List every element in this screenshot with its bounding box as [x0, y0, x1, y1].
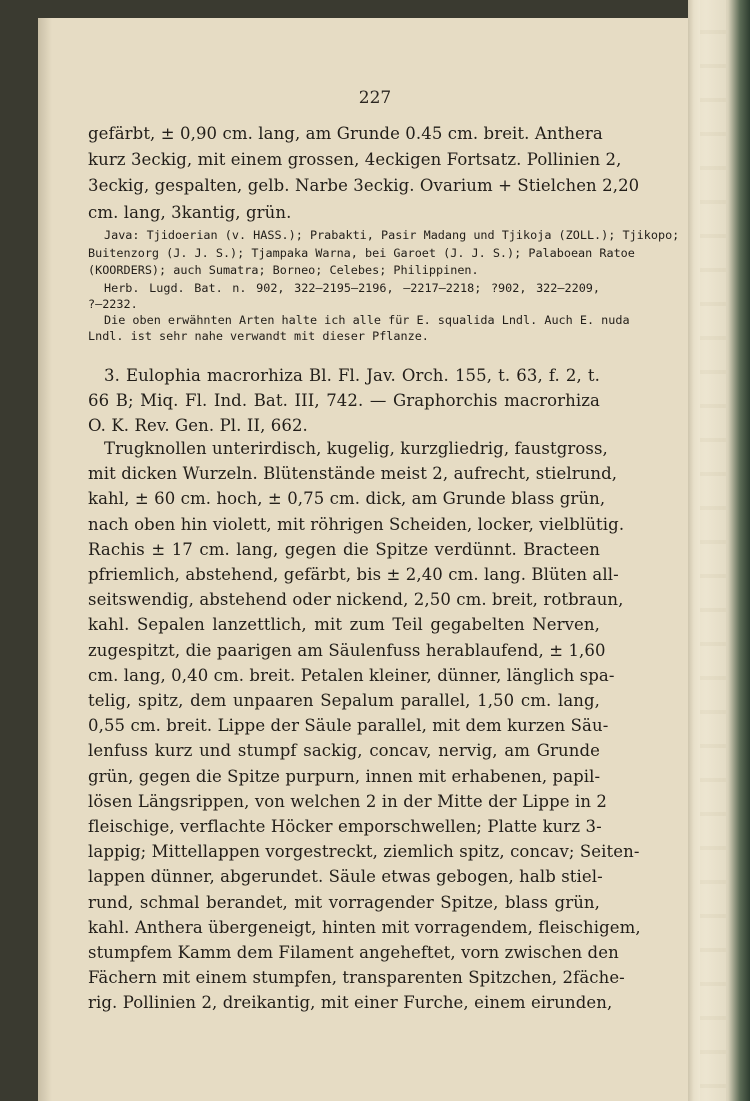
notes-line: Die oben erwähnten Arten halte ich alle für E. squalida Lndl. Auch E. nuda [104, 313, 630, 327]
para1-line: cm. lang, 3kantig, grün. [88, 203, 292, 222]
para2-line: kahl. Anthera übergeneigt, hinten mit vorragendem, fleischigem, [88, 917, 641, 937]
para2-line: lappen dünner, abgerundet. Säule etwas gebogen, halb stiel- [88, 867, 603, 887]
para2-line: nach oben hin violett, mit röhrigen Scheiden, locker, vielblütig. [88, 514, 625, 534]
para2-line: cm. lang, 0,40 cm. breit. Petalen kleiner, dünner, länglich spa- [88, 665, 615, 685]
page-number: 227 [358, 88, 392, 108]
para2-line: mit dicken Wurzeln. Blütenstände meist 2, aufrecht, stielrund, [88, 464, 618, 484]
para2-line: rig. Pollinien 2, dreikantig, mit einer Furche, einem eirunden, [88, 993, 613, 1013]
para2-line: zugespitzt, die paarigen am Säulenfuss herablaufend, ± 1,60 [88, 640, 606, 660]
para2-line: lappig; Mittellappen vorgestreckt, ziemlich spitz, concav; Seiten- [88, 842, 640, 862]
para2-line: 0,55 cm. breit. Lippe der Säule parallel, mit dem kurzen Säu- [88, 716, 609, 736]
notes-line: (KOORDERS); auch Sumatra; Borneo; Celebes; Philippinen. [88, 263, 479, 277]
notes-line: Herb. Lugd. Bat. n. 902, 322–2195–2196, –2217–2218; ?902, 322–2209, [104, 281, 600, 295]
para1-line: kurz 3eckig, mit einem grossen, 4eckigen Fortsatz. Pollinien 2, [88, 150, 622, 169]
para2-line: Fächern mit einem stumpfen, transparenten Spitzchen, 2fäche- [88, 968, 625, 988]
para2-line: lenfuss kurz und stumpf sackig, concav, nervig, am Grunde [88, 741, 600, 761]
para2-line: pfriemlich, abstehend, gefärbt, bis ± 2,40 cm. lang. Blüten all- [88, 565, 619, 584]
notes-line: Buitenzorg (J. J. S.); Tjampaka Warna, bei Garoet (J. J. S.); Palaboean Ratoe [88, 246, 635, 260]
para2-line: stumpfem Kamm dem Filament angeheftet, vorn zwischen den [88, 943, 619, 962]
species_heading-line: O. K. Rev. Gen. Pl. II, 662. [88, 416, 308, 435]
para2-line: telig, spitz, dem unpaaren Sepalum parallel, 1,50 cm. lang, [88, 691, 600, 710]
para2-line: grün, gegen die Spitze purpurn, innen mit erhabenen, papil- [88, 766, 601, 786]
species_heading-line: 66 B; Miq. Fl. Ind. Bat. III, 742. — Graphorchis macrorhiza [88, 391, 600, 410]
para1-line: 3eckig, gespalten, gelb. Narbe 3eckig. Ovarium + Stielchen 2,20 [88, 176, 640, 195]
page-shadow [38, 18, 52, 1101]
notes-line: ?–2232. [88, 297, 138, 311]
para2-line: rund, schmal berandet, mit vorragender Spitze, blass grün, [88, 892, 600, 912]
spine-strip [700, 0, 726, 1101]
para2-line: Trugknollen unterirdisch, kugelig, kurzgliedrig, faustgross, [104, 439, 608, 458]
para1-line: gefärbt, ± 0,90 cm. lang, am Grunde 0.45 cm. breit. Anthera [88, 124, 603, 143]
notes-line: Java: Tjidoerian (v. HASS.); Prabakti, Pasir Madang und Tjikoja (ZOLL.); Tjikopo; [104, 228, 680, 242]
para2-line: Rachis ± 17 cm. lang, gegen die Spitze verdünnt. Bracteen [88, 539, 600, 559]
para2-line: lösen Längsrippen, von welchen 2 in der Mitte der Lippe in 2 [88, 791, 607, 811]
para2-line: kahl. Sepalen lanzettlich, mit zum Teil gegabelten Nerven, [88, 615, 600, 635]
para2-line: seitswendig, abstehend oder nickend, 2,50 cm. breit, rotbraun, [88, 590, 624, 610]
para2-line: fleischige, verflachte Höcker emporschwellen; Platte kurz 3- [88, 817, 602, 836]
species_heading-line: 3. Eulophia macrorhiza Bl. Fl. Jav. Orch. 155, t. 63, f. 2, t. [104, 366, 600, 385]
notes-line: Lndl. ist sehr nahe verwandt mit dieser Pflanze. [88, 329, 429, 343]
para2-line: kahl, ± 60 cm. hoch, ± 0,75 cm. dick, am Grunde blass grün, [88, 489, 606, 509]
